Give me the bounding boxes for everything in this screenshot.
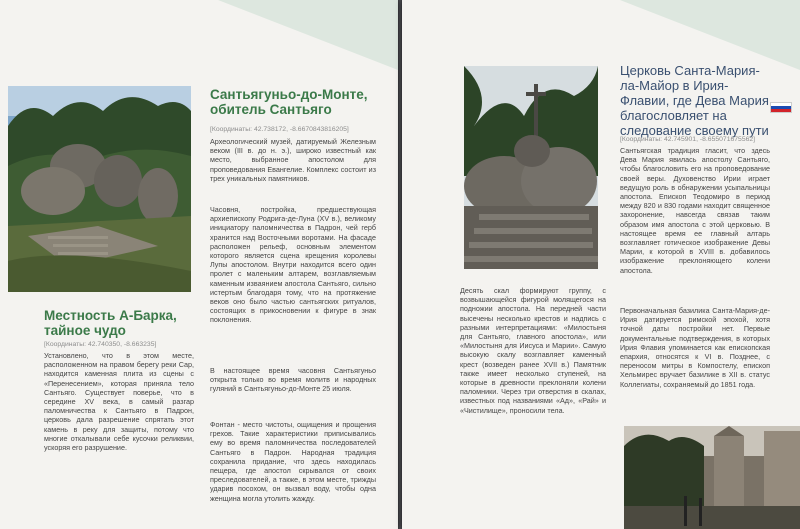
para-monte-4: Фонтан - место чистоты, ощищения и прощения грехов. Такие характеристики приписывались ему во время паломничества последователей Сантьяго в Падрон. Народная традиция сохранила придание, что здесь находилась пещера, где апостол скрывался от своих преследователей, а также, в этом месте, трижды ударив посохом, он вызвал воду, чтобы одна женщина могла утолить жажду.	[210, 420, 376, 503]
para-iria-1: Сантьягская традиция гласит, что здесь Дева Мария явилась апостолу Сантьяго, чтобы благословить его на проповедование своей веры. Духовенство Ирии играет ведущую роль в обнаружении усыпальницы апостола. Епископ Теодомиро в период между 820 и 830 годами находит священное захоронение, навсегда связав таким образом имя апостола с этой церковью. В настоящее время ее главный алтарь возглавляет готическое изображение Девы Марии, к которой в XVIII в. добавилось изображение преклоняющего колени апостола.	[620, 146, 770, 275]
para-monte-2: Часовня, постройка, предшествующая архиепископу Родрига-де-Луна (XV в.), великому инициатору паломничества в Падрон, чей герб хранится над Восточными воротами. На фасаде расположен рельеф, основным элементом которого является сцена крещения королевы Лупы апостолом. Внутри находится всего один пролет с маленьким алтарем, возглавляемым каменным изваянием апостола Сантьяго, сильно истертым благодаря тому, что на протяжение веков оно было частью сантьягских ритуалов, состоящих в прикосновении к фигуре в знак поклонения.	[210, 205, 376, 325]
para-iria-2: Первоначальная базилика Санта-Мария-де-Ирия датируется римской эпохой, хотя точной даты постройки нет. Первые документальные подтверждения, в которых Ирия Флавия упоминается как епископская епархия, относятся к VI в. Позднее, с переносом митры в Компостелу, епископ Хельмирес вручает базилике в XII в. статус Коллегиаты, сохраняемый до 1851 года.	[620, 306, 770, 389]
iria-church-photo	[624, 426, 800, 529]
coord-monte: [Координаты: 42.738172, -8.6670843816205]	[210, 126, 349, 133]
para-monte-1: Археологический музей, датируемый Железным веком (III в. до н. э.), широко известный как место, выбранное апостолом для проповедования Евангелие. Комплекс состоит из трех уникальных памятников.	[210, 137, 376, 183]
title-barca: Местность А-Барка, тайное чудо	[44, 308, 177, 338]
left-page	[0, 0, 398, 529]
para-barca: Установлено, что в этом месте, расположенном на правом берегу реки Сар, находится каменная плита из сцены с «Перенесением», которая приняла тело Сантьяго. Существует поверье, что в середине XV века, в самый разгар паломничества к Сантьяго в Падрон, церковь дала разрешение спрятать этот камень в реку для защиты, потому что многие откалывали себе кусочки реликвии, ускоряя его разрушение.	[44, 351, 194, 453]
para-rocks: Десять скал формируют группу, с возвышающейся фигурой молящегося на подножии апостола. На передней части высечены несколько крестов и надпись с разными интерпретациями: «Милостыня для Сантьяго, главного апостола», или «Милостыня для Иисуса и Марии». Самую высокую скалу возглавляет каменный крест (возведен ранее XVII в.) Памятник также имеет несколько ступеней, на которые в древности преклоняли колени паломники. Через три отверстия в скалах, известных под названиями «Ад», «Рай» и «Чистилище», проносили тела.	[460, 286, 606, 415]
page-corner-accent	[620, 0, 800, 70]
russian-flag-icon	[770, 102, 792, 113]
page-corner-accent	[218, 0, 398, 70]
coord-barca: [Координаты: 42.740350, -8.663235]	[44, 341, 157, 348]
coord-iria: [Координаты: 42.745901, -8.655071675562]	[620, 136, 756, 143]
right-page	[402, 0, 800, 529]
monte-rocks-photo	[8, 86, 191, 292]
para-monte-3: В настоящее время часовня Сантьягуньо открыта только во время молитв и народных гуляний в Сантьягуньо-до-Монте 25 июля.	[210, 366, 376, 394]
rocks-cross-photo	[464, 66, 598, 269]
title-monte: Сантьягуньо-до-Монте, обитель Сантьяго	[210, 87, 368, 117]
title-iria: Церковь Санта-Мария-ла-Майор в Ирия-Флавии, где Дева Мария благословляет на следование своему пути	[620, 63, 769, 138]
